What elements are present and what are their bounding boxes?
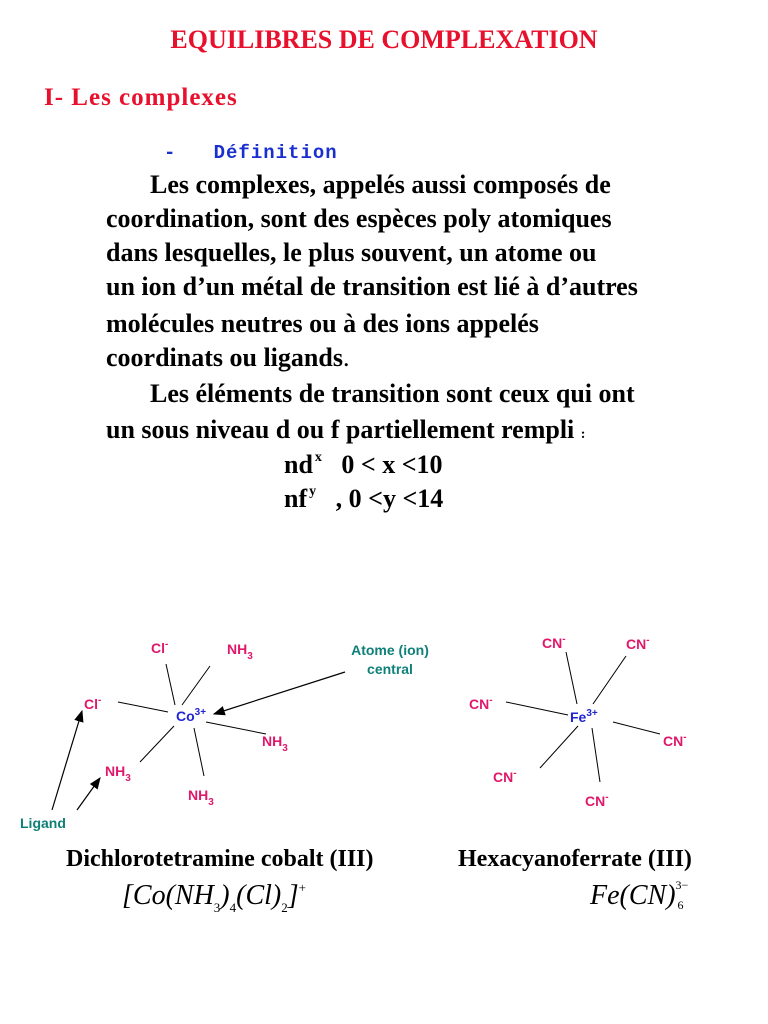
cyanide-ligand: CN- <box>585 792 609 809</box>
paragraph1-last-line <box>106 343 349 373</box>
definition-bullet: - <box>164 142 177 164</box>
formula-part: [Co(NH <box>122 880 214 911</box>
paragraph2-line: un sous niveau d ou f partiellement rempli <box>106 415 575 444</box>
page-title: EQUILIBRES DE COMPLEXATION <box>170 25 598 54</box>
iron-center-label: $Fe^{3+}$ <box>570 708 598 725</box>
paragraph1-line: un ion d’un métal de transition est lié à d’autres <box>106 272 638 301</box>
formula-part: Fe(CN) <box>590 880 676 911</box>
paragraph1-line: molécules neutres ou à des ions appelés <box>106 309 539 338</box>
complex-name-iron: Hexacyanoferrate (III) <box>458 846 692 872</box>
paragraph1-period: . <box>342 343 350 372</box>
central-atom-annotation: Atome (ion) central <box>351 642 429 677</box>
cyanide-ligand: CN- <box>493 768 517 785</box>
formula-subscript: 2 <box>281 900 288 915</box>
paragraph1-line: dans lesquelles, le plus souvent, un atome ou <box>106 238 597 267</box>
definition-label: Définition <box>213 142 338 164</box>
cyanide-ligand: CN- <box>663 732 687 749</box>
formula-condition: 0 < x <10 <box>341 450 443 479</box>
complex-name-cobalt: Dichlorotetramine cobalt (III) <box>66 846 374 872</box>
paragraph2-line: Les éléments de transition sont ceux qui ont <box>150 379 635 408</box>
chloride-ligand-left: Cl- <box>84 695 102 712</box>
ammonia-ligand-top: $NH_3$ <box>227 641 253 662</box>
formula-charge: + <box>298 880 306 895</box>
paragraph1-line: Les complexes, appelés aussi composés de <box>150 170 611 199</box>
formula-cobalt <box>122 880 306 915</box>
complex-diagrams <box>0 610 768 840</box>
paragraph2-last-line <box>106 415 585 445</box>
formula-subscript: 6 <box>677 898 684 912</box>
section-heading: I- Les complexes <box>44 84 238 111</box>
ammonia-ligand-bottom: $NH_3$ <box>188 787 214 808</box>
ammonia-ligand-right: $NH_3$ <box>262 733 288 754</box>
formula-base: nf <box>284 484 308 513</box>
chloride-ligand-top: Cl- <box>151 639 169 656</box>
cyanide-ligand: CN- <box>542 634 566 651</box>
formula-charge: 3− <box>675 878 689 892</box>
formula-part: ) <box>220 880 230 911</box>
paragraph1-line: coordinats ou ligands <box>106 343 343 372</box>
formula-base: nd <box>284 450 313 479</box>
ammonia-ligand-left: $NH_3$ <box>105 763 131 784</box>
formula-condition: , 0 <y <14 <box>335 484 444 513</box>
cyanide-ligand: CN- <box>626 635 650 652</box>
formula-iron <box>590 880 692 912</box>
ligand-annotation: Ligand <box>20 815 66 831</box>
cyanide-ligand: CN- <box>469 695 493 712</box>
formula-part: (Cl) <box>236 880 282 911</box>
formula-charge-stack <box>675 878 692 912</box>
formula-subscript: 4 <box>229 900 237 915</box>
paragraph1-line: coordination, sont des espèces poly atomiques <box>106 204 612 233</box>
formula-exponent: x <box>314 450 322 465</box>
formula-nd <box>284 450 443 480</box>
cobalt-center-label: $Co^{3+}$ <box>176 707 207 724</box>
formula-part: ] <box>287 880 299 911</box>
formula-subscript: 3 <box>213 900 221 915</box>
formula-nf <box>284 484 443 514</box>
definition-heading <box>164 142 338 164</box>
paragraph2-colon: : <box>580 427 586 442</box>
formula-exponent: y <box>309 484 317 499</box>
